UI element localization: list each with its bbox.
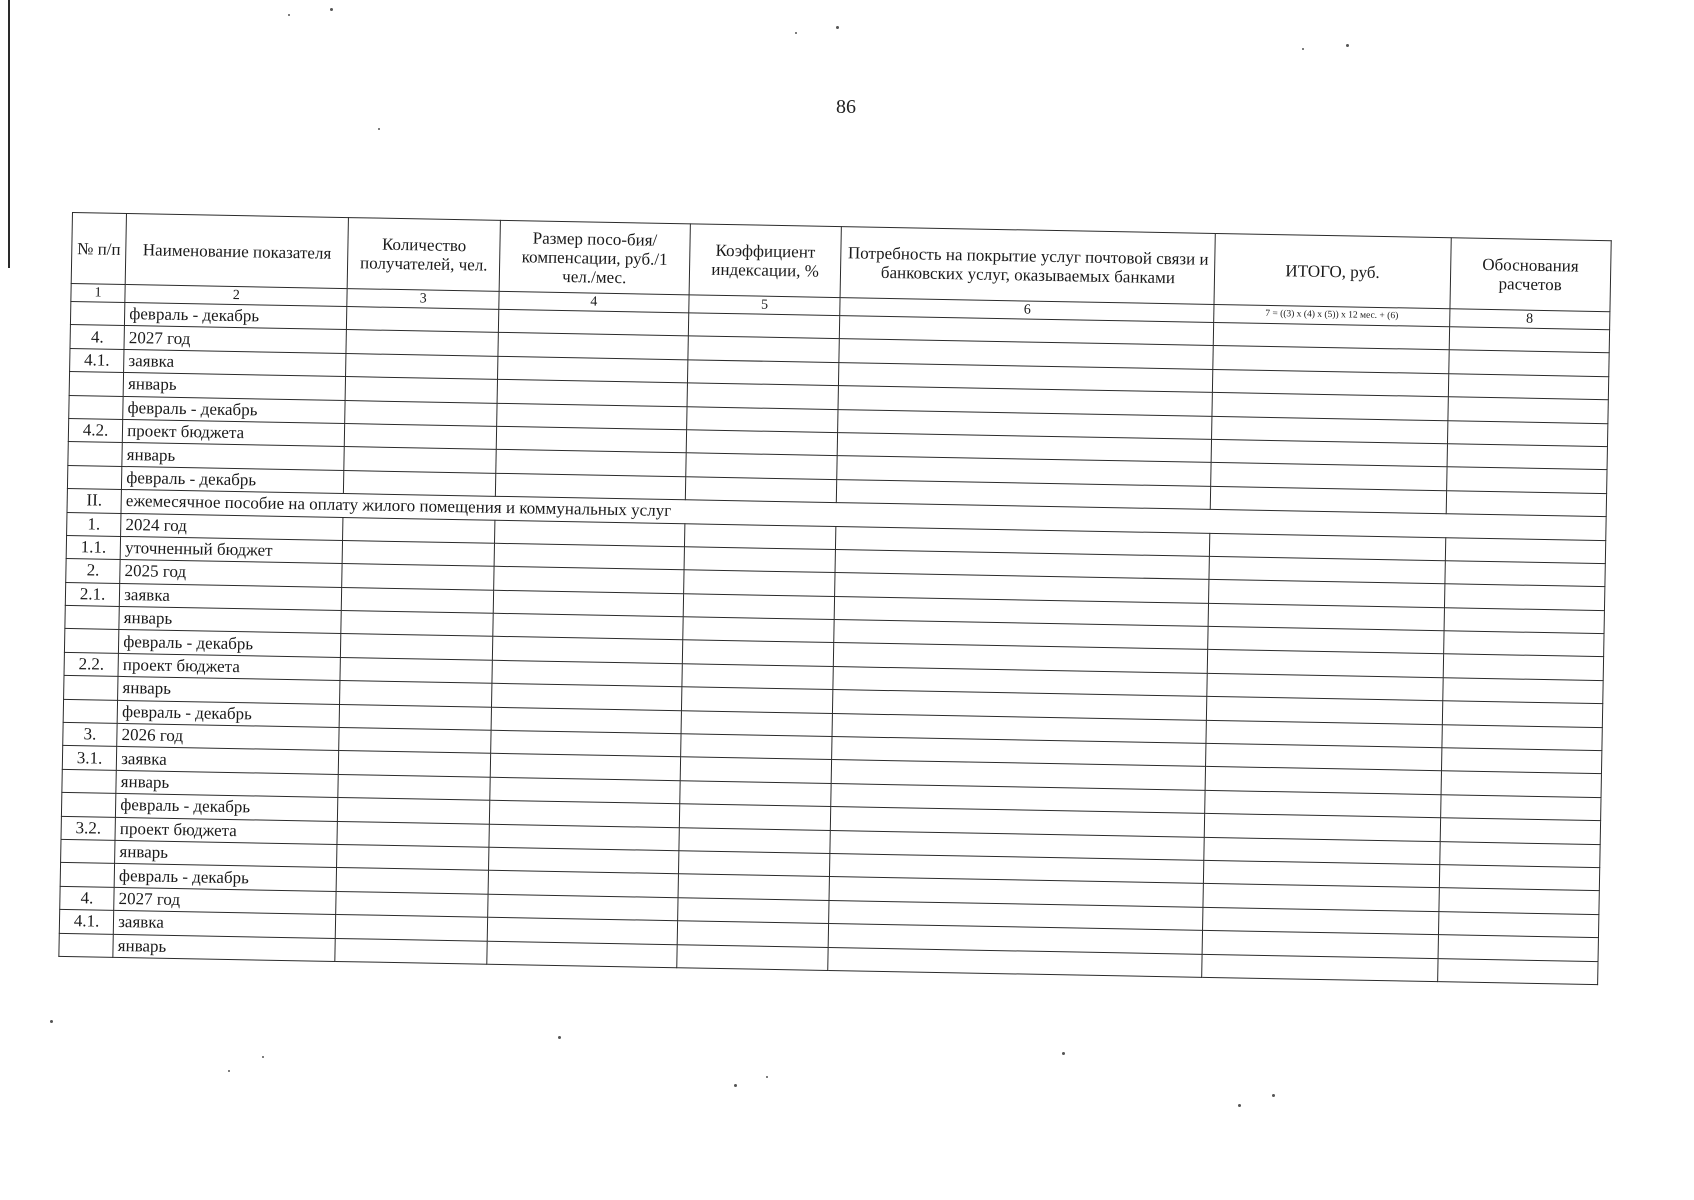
indicator-name-cell: январь [118,677,341,704]
value-cell [679,781,831,807]
scan-speck [50,1020,53,1023]
row-number-cell [70,301,125,325]
value-cell [1442,701,1603,727]
header-cell: Размер посо-бия/компенсации, руб./1 чел./мес. [499,220,690,294]
value-cell [681,710,833,736]
indicator-name-cell: 2027 год [124,326,347,353]
scan-speck [734,1084,737,1087]
value-cell [493,590,683,617]
row-number-cell: 4. [70,325,125,349]
scan-speck [228,1070,230,1072]
indicator-name-cell: заявка [113,911,336,938]
scan-speck [766,1076,768,1078]
value-cell [336,891,488,917]
value-cell [347,307,499,333]
header-cell: ИТОГО, руб. [1214,233,1450,308]
value-cell [494,567,684,594]
header-cell: Наименование показателя [125,214,348,289]
header-cell: Количество получателей, чел. [348,218,501,292]
row-number-cell [64,629,119,653]
value-cell [343,517,495,543]
value-cell [336,915,488,941]
scan-speck [795,32,797,34]
column-number-cell: 3 [347,289,499,310]
row-number-cell [67,465,122,489]
value-cell [345,377,497,403]
value-cell [345,400,497,426]
column-number-cell: 1 [71,283,126,302]
value-cell [1447,420,1608,446]
value-cell [338,774,490,800]
value-cell [340,681,492,707]
indicator-name-cell: февраль - декабрь [119,630,342,657]
value-cell [342,564,494,590]
row-number-cell: 4. [60,886,115,910]
value-cell [498,333,688,360]
row-number-cell: II. [67,489,122,513]
value-cell [682,664,834,690]
value-cell [687,360,839,386]
row-number-cell: 1. [67,512,122,536]
value-cell [492,637,682,664]
indicator-name-cell: заявка [124,349,347,376]
value-cell [493,613,683,640]
scan-speck [262,1056,264,1058]
indicator-name-cell: 2025 год [120,560,343,587]
column-number-cell: 2 [125,284,347,306]
value-cell [490,754,680,781]
value-cell [1439,865,1600,891]
value-cell [679,804,831,830]
scan-speck [288,14,290,16]
row-number-cell: 3.1. [62,746,117,770]
value-cell [682,640,834,666]
row-number-cell: 1.1. [66,535,121,559]
row-number-cell [68,442,123,466]
value-cell [1443,654,1604,680]
indicator-name-cell: февраль - декабрь [114,864,337,891]
value-cell [684,523,836,549]
scan-speck [1346,44,1349,47]
value-cell [497,379,687,406]
indicator-name-cell: январь [119,607,342,634]
indicator-name-cell: январь [115,840,338,867]
row-number-cell [61,839,116,863]
scan-edge-line [8,0,10,268]
value-cell [335,938,487,964]
value-cell [1448,350,1609,376]
row-number-cell: 3. [63,722,118,746]
value-cell [684,547,836,573]
indicator-name-cell: февраль - декабрь [122,466,345,493]
value-cell [491,730,681,757]
value-cell [1438,888,1599,914]
value-cell [678,851,830,877]
value-cell [681,687,833,713]
value-cell [497,403,687,430]
value-cell [488,894,678,921]
value-cell [678,874,830,900]
value-cell [341,611,493,637]
value-cell [342,540,494,566]
value-cell [491,707,681,734]
indicator-name-cell: январь [123,373,346,400]
row-number-cell [60,863,115,887]
scan-speck [330,8,333,11]
row-number-cell [63,699,118,723]
indicator-name-cell: февраль - декабрь [117,700,340,727]
value-cell [1441,771,1602,797]
indicator-name-cell: 2024 год [121,513,344,540]
value-cell [1446,467,1607,493]
column-number-cell: 4 [499,291,689,312]
value-cell [490,777,680,804]
scan-speck [558,1036,561,1039]
indicator-name-cell: уточненный бюджет [120,536,343,563]
value-cell [677,897,829,923]
value-cell [337,821,489,847]
indicator-name-cell: заявка [116,747,339,774]
column-number-cell: 8 [1449,309,1610,330]
column-number-cell: 6 [840,298,1214,323]
value-cell [1442,678,1603,704]
value-cell [1441,748,1602,774]
value-cell [489,824,679,851]
column-number-cell: 5 [688,295,840,316]
row-number-cell [59,933,114,957]
row-number-cell [69,395,124,419]
value-cell [487,917,677,944]
value-cell [688,336,840,362]
scan-speck [1238,1104,1241,1107]
row-number-cell: 2.2. [64,652,119,676]
value-cell [679,827,831,853]
indicator-name-cell: проект бюджета [118,653,341,680]
row-number-cell: 4.2. [68,418,123,442]
value-cell [340,657,492,683]
value-cell [683,593,835,619]
value-cell [498,309,688,336]
table-container [58,212,1611,985]
scan-speck [1272,1094,1275,1097]
value-cell [680,757,832,783]
header-cell: Обоснования расчетов [1449,238,1611,312]
scan-speck [836,26,839,29]
value-cell [677,921,829,947]
indicator-name-cell: проект бюджета [122,419,345,446]
total-formula-cell: 7 = ((3) x (4) x (5)) x 12 мес. + (6) [1214,304,1449,326]
value-cell [337,844,489,870]
value-cell [682,617,834,643]
value-cell [1445,537,1606,563]
value-cell [487,941,677,968]
value-cell [495,473,685,500]
value-cell [345,423,497,449]
row-number-cell [62,769,117,793]
value-cell [1443,631,1604,657]
budget-table [58,212,1611,985]
row-number-cell [69,372,124,396]
scan-speck [1302,48,1304,50]
table-body [59,301,1610,984]
row-number-cell: 3.2. [61,816,116,840]
value-cell [496,426,686,453]
header-cell: № п/п [71,213,126,285]
indicator-name-cell: февраль - декабрь [123,396,346,423]
value-cell [685,477,837,503]
value-cell [495,520,685,547]
section-title-cell: ежемесячное пособие на оплату жилого помещения и коммунальных услуг [121,490,1606,541]
row-number-cell: 2.1. [65,582,120,606]
value-cell [1438,911,1599,937]
value-cell [676,944,828,970]
indicator-name-cell: 2026 год [117,723,340,750]
value-cell [1447,444,1608,470]
indicator-name-cell: проект бюджета [115,817,338,844]
row-number-cell: 2. [66,559,121,583]
value-cell [489,847,679,874]
value-cell [338,798,490,824]
value-cell [1446,490,1607,516]
value-cell [489,800,679,827]
value-cell [1440,794,1601,820]
indicator-name-cell: февраль - декабрь [116,794,339,821]
scan-speck [1062,1052,1065,1055]
page-number: 86 [836,96,856,118]
value-cell [688,313,840,339]
value-cell [687,383,839,409]
value-cell [1444,584,1605,610]
value-cell [496,450,686,477]
indicator-name-cell: январь [122,443,345,470]
value-cell [492,684,682,711]
indicator-name-cell: январь [116,770,339,797]
indicator-name-cell: январь [113,934,336,961]
value-cell [1438,935,1599,961]
row-number-cell: 4.1. [59,910,114,934]
value-cell [339,728,491,754]
value-cell [1202,954,1438,982]
indicator-name-cell: февраль - декабрь [125,302,348,329]
row-number-cell [65,606,120,630]
value-cell [686,430,838,456]
value-cell [1441,724,1602,750]
header-cell: Коэффициент индексации, % [689,224,842,298]
value-cell [685,453,837,479]
value-cell [498,356,688,383]
value-cell [680,734,832,760]
value-cell [1447,397,1608,423]
value-cell [686,406,838,432]
value-cell [339,704,491,730]
value-cell [1439,841,1600,867]
value-cell [1440,818,1601,844]
value-cell [342,587,494,613]
value-cell [336,868,488,894]
value-cell [1444,607,1605,633]
value-cell [346,330,498,356]
value-cell [683,570,835,596]
value-cell [1449,327,1610,353]
value-cell [494,543,684,570]
row-number-cell: 4.1. [70,348,125,372]
value-cell [1437,958,1598,984]
value-cell [339,751,491,777]
value-cell [346,353,498,379]
value-cell [492,660,682,687]
value-cell [344,447,496,473]
value-cell [341,634,493,660]
header-cell: Потребность на покрытие услуг почтовой связи и банковских услуг, оказываемых банками [841,227,1216,305]
row-number-cell [64,676,119,700]
indicator-name-cell: 2027 год [114,887,337,914]
value-cell [488,871,678,898]
value-cell [344,470,496,496]
value-cell [1448,374,1609,400]
row-number-cell [61,793,116,817]
indicator-name-cell: заявка [119,583,342,610]
value-cell [1444,561,1605,587]
scan-speck [378,128,380,130]
